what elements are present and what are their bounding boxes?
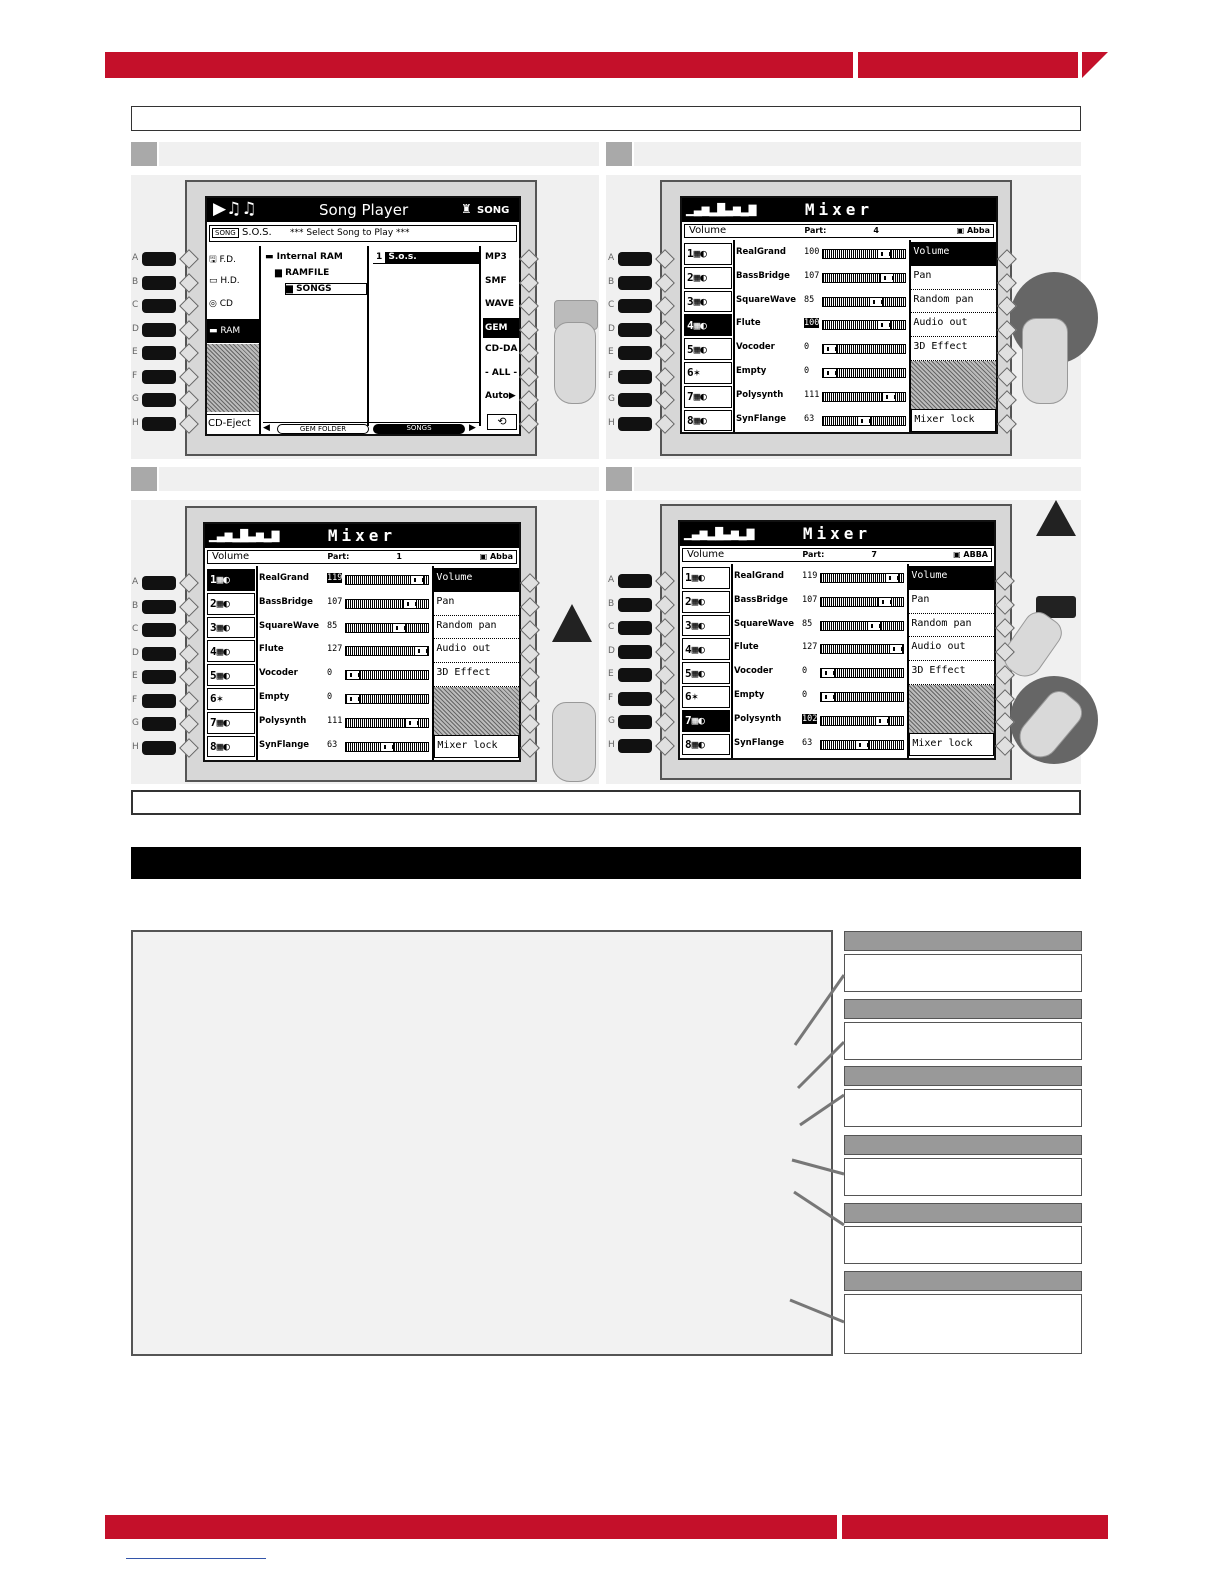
mixer_step4-menu-audio-out[interactable]: Audio out <box>909 637 994 661</box>
song-soft-button-left-8[interactable] <box>142 417 176 431</box>
mixer_step3-channel-value-8: 63 <box>327 739 338 750</box>
hand-press-step4a <box>1004 612 1070 672</box>
mixer_step4-soft-button-letter-2: B <box>608 598 615 609</box>
mixer_step2-channel-number-1[interactable]: 1 ▦◐ <box>684 243 732 265</box>
mixer_step3-instrument-icon-2: ▦◐ <box>216 597 230 611</box>
mixer_step4-channel-name-1: RealGrand <box>734 571 784 581</box>
open-folder-icon: ▆ <box>286 284 293 294</box>
mixer_step2-soft-button-letter-1: A <box>608 253 615 263</box>
mixer_step4-channel-name-5: Vocoder <box>734 666 773 677</box>
loop-icon: ⟲ <box>497 415 507 428</box>
mixer_step4-channel-name-7: Polysynth <box>734 713 782 724</box>
mixer_step4-soft-button-letter-7: G <box>608 716 615 726</box>
tab-right-arrow-icon: ▶ <box>469 423 476 433</box>
mixer_step4-style-icon: ▣ <box>953 550 964 559</box>
mixer_step2-mixer-lock[interactable]: Mixer lock <box>911 409 996 433</box>
tab-songs[interactable]: SONGS <box>373 424 465 434</box>
mixer_step2-menu-3d-effect[interactable]: 3D Effect <box>911 337 996 361</box>
mixer_step4-instrument-icon-2: ▦◐ <box>691 595 705 609</box>
mixer_step3-channel-value-4: 127 <box>327 644 343 655</box>
mixer_step2-channel-name-1: RealGrand <box>736 247 786 257</box>
mixer_step3-channel-name-7: Polysynth <box>259 715 307 726</box>
mixer_step3-instrument-icon-4: ▦◐ <box>216 644 230 658</box>
mixer_step2-channel-name-3: SquareWave <box>736 294 797 305</box>
mixer_step4-soft-button-letter-6: F <box>608 692 614 703</box>
mixer_step3-instrument-icon-5: ▦◐ <box>216 668 230 682</box>
mixer_step2-channel-value-6: 0 <box>804 366 810 376</box>
mixer_step2-channel-name-5: Vocoder <box>736 342 775 353</box>
type-all[interactable]: - ALL - <box>485 368 518 378</box>
mixer_step4-channel-value-4: 127 <box>802 642 818 653</box>
mixer_step4-soft-button-letter-5: E <box>608 669 614 679</box>
up-arrow-icon-step3 <box>552 604 592 642</box>
mixer_step2-channel-value-3: 85 <box>804 294 815 305</box>
hand-press-step1 <box>548 300 598 404</box>
hard-disk-icon: ▭ <box>209 276 218 286</box>
mixer_step3-channel-number-4[interactable]: 4 ▦◐ <box>207 640 255 662</box>
song-soft-button-letter-8: H <box>132 417 139 428</box>
mixer_step3-channel-name-4: Flute <box>259 644 284 655</box>
mixer_step2-soft-button-letter-4: D <box>608 323 615 334</box>
mixer_step2-soft-button-letter-5: E <box>608 347 614 357</box>
mixer_step2-channel-value-2: 107 <box>804 270 820 281</box>
mixer_step3-mixer-lock[interactable]: Mixer lock <box>434 735 519 759</box>
device-ram-label: RAM <box>220 326 241 336</box>
ram-icon: ▬ <box>209 326 218 336</box>
mixer_step2-part-number: 4 <box>873 226 879 235</box>
floppy-icon: 🖫 <box>209 255 217 265</box>
mixer_step3-soft-button-letter-5: E <box>132 671 138 681</box>
mixer_step3-part-number: 1 <box>396 552 402 561</box>
mixer_step2-soft-button-letter-3: C <box>608 300 615 310</box>
connector-line-6 <box>790 1300 844 1322</box>
mixer_step3-menu-pan[interactable]: Pan <box>434 592 519 616</box>
mixer_step2-title: Mixer <box>804 200 874 219</box>
type-wave[interactable]: WAVE <box>485 299 514 309</box>
song-soft-button-left-2[interactable] <box>142 276 176 290</box>
song-mode-label: SONG <box>477 205 510 216</box>
up-arrow-icon-step4 <box>1036 500 1076 536</box>
device-hd-label: H.D. <box>220 276 240 286</box>
footer-bar-left <box>105 1515 837 1539</box>
mixer_step4-channel-name-6: Empty <box>734 690 765 700</box>
mixer_step3-style-icon: ▣ <box>479 552 490 561</box>
mixer_step4-channel-value-6: 0 <box>802 690 808 700</box>
mixer_step2-instrument-icon-2: ▦◐ <box>693 271 707 285</box>
mixer_step3-soft-button-letter-2: B <box>132 600 139 611</box>
mixer_step2-instrument-icon-4: ▦◐ <box>693 318 707 332</box>
mixer_step2-soft-button-letter-7: G <box>608 394 615 404</box>
mixer_step4-menu-pan[interactable]: Pan <box>909 590 994 614</box>
cd-icon: ◎ <box>209 299 217 309</box>
mixer_step4-title: Mixer <box>802 524 872 543</box>
mixer_step2-empty-icon: ✶ <box>693 366 701 380</box>
mixer_step3-instrument-icon-1: ▦◐ <box>216 573 230 587</box>
mixer_step4-menu-3d-effect[interactable]: 3D Effect <box>909 661 994 685</box>
song-mode-icon: ♜ <box>461 202 472 216</box>
connector-line-1 <box>795 975 844 1045</box>
type-gem[interactable]: GEM <box>483 318 521 338</box>
mixer_step4-soft-button-letter-4: D <box>608 645 615 656</box>
mixer_step4-menu-random-pan[interactable]: Random pan <box>909 614 994 638</box>
song-soft-button-letter-4: D <box>132 323 139 334</box>
mixer_step3-channel-number-6[interactable]: 6 ✶ <box>207 688 255 710</box>
mixer_step3-channel-number-8[interactable]: 8 ▦◐ <box>207 736 255 758</box>
mixer_step4-channel-value-2: 107 <box>802 594 818 605</box>
mixer_step3-channel-name-1: RealGrand <box>259 573 309 583</box>
mixer_step3-style-label: Abba <box>489 552 513 561</box>
mixer_step4-instrument-icon-1: ▦◐ <box>691 571 705 585</box>
mixer_step2-channel-number-2[interactable]: 2 ▦◐ <box>684 267 732 289</box>
mixer_step2-soft-button-letter-8: H <box>608 417 615 428</box>
mixer_step2-channel-number-5[interactable]: 5 ▦◐ <box>684 338 732 360</box>
mixer_step4-instrument-icon-5: ▦◐ <box>691 666 705 680</box>
mixer_step4-soft-button-letter-8: H <box>608 739 615 750</box>
song-name: S.O.S. <box>242 227 272 238</box>
mixer_step3-soft-button-letter-7: G <box>132 718 139 728</box>
mixer_step2-instrument-icon-7: ▦◐ <box>693 390 707 404</box>
mixer_step2-channel-number-7[interactable]: 7 ▦◐ <box>684 386 732 408</box>
folder-internal-ram-label: Internal RAM <box>276 252 343 262</box>
mixer_step2-soft-button-letter-6: F <box>608 370 614 381</box>
song-soft-button-letter-7: G <box>132 394 139 404</box>
mixer_step2-channel-value-1: 100 <box>804 247 820 257</box>
mixer_step4-param-name: Volume <box>687 549 725 560</box>
mixer_step3-channel-number-7[interactable]: 7 ▦◐ <box>207 712 255 734</box>
connector-line-5 <box>794 1192 844 1225</box>
mixer_step3-bars-icon: ▁▃▅▂▇▃▅▂▆ <box>209 528 280 543</box>
mixer_step3-instrument-icon-8: ▦◐ <box>216 739 230 753</box>
mixer_step2-instrument-icon-5: ▦◐ <box>693 342 707 356</box>
type-auto-label: Auto <box>485 391 509 401</box>
connector-line-4 <box>792 1160 844 1174</box>
mixer_step2-soft-button-letter-2: B <box>608 276 615 287</box>
mixer_step2-part-label: Part: <box>804 226 827 235</box>
mixer_step3-channel-value-5: 0 <box>327 668 333 679</box>
mixer_step4-channel-number-2[interactable]: 2 ▦◐ <box>682 591 730 613</box>
mixer_step4-menu-volume[interactable]: Volume <box>909 566 994 590</box>
mixer_step3-channel-name-2: BassBridge <box>259 596 313 607</box>
mixer_step2-menu-audio-out[interactable]: Audio out <box>911 313 996 337</box>
hand-press-step3 <box>552 702 598 782</box>
mixer_step2-channel-name-4: Flute <box>736 318 761 329</box>
mixer_step2-channel-value-5: 0 <box>804 342 810 353</box>
mixer_step2-channel-name-8: SynFlange <box>736 413 787 424</box>
mixer_step4-channel-value-1: 119 <box>802 571 818 581</box>
mixer_step4-style-label: ABBA <box>963 550 988 559</box>
connector-line-3 <box>800 1095 844 1125</box>
mixer_step3-channel-number-3[interactable]: 3 ▦◐ <box>207 617 255 639</box>
mixer_step4-instrument-icon-7: ▦◐ <box>691 714 705 728</box>
mixer_step3-channel-number-2[interactable]: 2 ▦◐ <box>207 593 255 615</box>
song-soft-button-letter-6: F <box>132 370 138 381</box>
file-index: 1 <box>373 251 385 263</box>
mixer_step2-style-label: Abba <box>966 226 990 235</box>
type-cdda[interactable]: CD-DA <box>485 344 518 354</box>
play-icon: ▶♫♫ <box>213 199 257 219</box>
mixer_step4-instrument-icon-8: ▦◐ <box>691 737 705 751</box>
song-soft-button-letter-2: B <box>132 276 139 287</box>
mixer_step2-instrument-icon-3: ▦◐ <box>693 294 707 308</box>
ram-folder-icon: ▬ <box>265 252 274 262</box>
mixer_step4-channel-value-8: 63 <box>802 737 813 748</box>
mixer_step3-soft-button-letter-1: A <box>132 577 139 587</box>
mixer_step4-channel-name-4: Flute <box>734 642 759 653</box>
mixer_step2-channel-name-2: BassBridge <box>736 270 790 281</box>
mixer_step2-channel-number-4[interactable]: 4 ▦◐ <box>684 314 732 336</box>
song-player-title: Song Player <box>319 201 409 219</box>
mixer_step3-instrument-icon-3: ▦◐ <box>216 620 230 634</box>
type-smf[interactable]: SMF <box>485 276 507 286</box>
type-mp3[interactable]: MP3 <box>485 252 507 262</box>
device-fd-label: F.D. <box>219 255 236 265</box>
mixer_step2-instrument-icon-8: ▦◐ <box>693 413 707 427</box>
mixer_step4-channel-name-3: SquareWave <box>734 618 795 629</box>
mixer_step4-part-number: 7 <box>871 550 877 559</box>
mixer_step4-instrument-icon-3: ▦◐ <box>691 618 705 632</box>
mixer_step2-instrument-icon-1: ▦◐ <box>693 247 707 261</box>
mixer_step3-channel-value-7: 111 <box>327 715 343 726</box>
folder-icon: ▆ <box>275 268 282 278</box>
song-message: *** Select Song to Play *** <box>290 228 410 238</box>
mixer_step3-channel-value-2: 107 <box>327 596 343 607</box>
mixer_step2-menu-volume[interactable]: Volume <box>911 242 996 266</box>
mixer_step4-mixer-lock[interactable]: Mixer lock <box>909 733 994 757</box>
mixer_step3-param-name: Volume <box>212 551 250 562</box>
mixer_step2-channel-value-7: 111 <box>804 389 820 400</box>
tab-left-arrow-icon: ◀ <box>263 423 270 433</box>
mixer_step2-channel-value-4: 100 <box>804 318 820 329</box>
mixer_step3-channel-value-3: 85 <box>327 620 338 631</box>
song-soft-button-left-4[interactable] <box>142 323 176 337</box>
auto-arrow-icon: ▶ <box>508 391 516 401</box>
mixer_step3-empty-icon: ✶ <box>216 692 224 706</box>
mixer_step3-channel-value-1: 119 <box>327 573 343 583</box>
mixer_step3-channel-number-5[interactable]: 5 ▦◐ <box>207 664 255 686</box>
song-soft-button-letter-5: E <box>132 347 138 357</box>
cd-eject-button[interactable]: CD-Eject <box>207 414 259 434</box>
mixer_step3-channel-number-1[interactable]: 1 ▦◐ <box>207 569 255 591</box>
mixer_step4-channel-value-3: 85 <box>802 618 813 629</box>
mixer_step3-instrument-icon-7: ▦◐ <box>216 716 230 730</box>
mixer_step2-menu-random-pan[interactable]: Random pan <box>911 290 996 314</box>
mixer_step4-channel-number-4[interactable]: 4 ▦◐ <box>682 638 730 660</box>
file-name: S.o.s. <box>388 252 417 262</box>
mixer_step3-title: Mixer <box>327 526 397 545</box>
connector-line-2 <box>798 1042 844 1088</box>
mixer_step3-soft-button-letter-3: C <box>132 624 139 634</box>
mixer_step2-channel-name-7: Polysynth <box>736 389 784 400</box>
mixer_step4-bars-icon: ▁▃▅▂▇▃▅▂▆ <box>684 526 755 541</box>
mixer_step2-channel-number-3[interactable]: 3 ▦◐ <box>684 291 732 313</box>
mixer_step2-style-icon: ▣ <box>956 226 967 235</box>
mixer_step2-channel-number-8[interactable]: 8 ▦◐ <box>684 410 732 432</box>
mixer_step4-empty-icon: ✶ <box>691 690 699 704</box>
song-soft-button-letter-3: C <box>132 300 139 310</box>
mixer_step4-channel-name-8: SynFlange <box>734 737 785 748</box>
mixer_step3-channel-name-6: Empty <box>259 692 290 702</box>
mixer_step2-param-name: Volume <box>689 225 727 236</box>
mixer_step3-channel-name-8: SynFlange <box>259 739 310 750</box>
mixer_step2-channel-number-6[interactable]: 6 ✶ <box>684 362 732 384</box>
song-soft-button-left-1[interactable] <box>142 252 176 266</box>
song-soft-button-letter-1: A <box>132 253 139 263</box>
folder-ramfile-label: RAMFILE <box>285 268 330 278</box>
song-badge: SONG <box>212 228 239 238</box>
song-soft-button-left-3[interactable] <box>142 299 176 313</box>
mixer_step4-channel-number-7[interactable]: 7 ▦◐ <box>682 710 730 732</box>
mixer_step4-channel-number-3[interactable]: 3 ▦◐ <box>682 615 730 637</box>
mixer_step4-channel-name-2: BassBridge <box>734 594 788 605</box>
song-soft-button-left-7[interactable] <box>142 393 176 407</box>
device-cd-label: CD <box>219 299 233 309</box>
mixer_step2-bars-icon: ▁▃▅▂▇▃▅▂▆ <box>686 202 757 217</box>
mixer_step3-part-label: Part: <box>327 552 350 561</box>
mixer_step3-soft-button-letter-4: D <box>132 647 139 658</box>
footer-bar-right <box>842 1515 1108 1539</box>
mixer_step4-channel-value-7: 102 <box>802 713 818 724</box>
mixer_step3-menu-3d-effect[interactable]: 3D Effect <box>434 663 519 687</box>
mixer_step4-channel-number-5[interactable]: 5 ▦◐ <box>682 662 730 684</box>
mixer_step2-channel-value-8: 63 <box>804 413 815 424</box>
mixer_step4-part-label: Part: <box>802 550 825 559</box>
folder-songs-label: SONGS <box>296 284 332 294</box>
mixer_step3-menu-volume[interactable]: Volume <box>434 568 519 592</box>
mixer_step3-channel-value-6: 0 <box>327 692 333 702</box>
mixer_step4-instrument-icon-4: ▦◐ <box>691 642 705 656</box>
hand-press-step4b <box>1018 690 1088 760</box>
mixer_step3-soft-button-letter-8: H <box>132 741 139 752</box>
mixer_step3-menu-audio-out[interactable]: Audio out <box>434 639 519 663</box>
hand-press-step2 <box>1022 318 1070 404</box>
mixer_step3-channel-name-3: SquareWave <box>259 620 320 631</box>
mixer_step3-soft-button-letter-6: F <box>132 694 138 705</box>
mixer_step4-soft-button-letter-1: A <box>608 575 615 585</box>
mixer_step4-channel-value-5: 0 <box>802 666 808 677</box>
song-soft-button-left-6[interactable] <box>142 370 176 384</box>
mixer_step4-soft-button-letter-3: C <box>608 622 615 632</box>
mixer_step4-channel-number-8[interactable]: 8 ▦◐ <box>682 734 730 756</box>
tab-gem-folder[interactable]: GEM FOLDER <box>277 424 369 434</box>
footer-underline <box>126 1558 266 1559</box>
mixer_step3-menu-random-pan[interactable]: Random pan <box>434 616 519 640</box>
mixer_step3-channel-name-5: Vocoder <box>259 668 298 679</box>
song-soft-button-left-5[interactable] <box>142 346 176 360</box>
mixer_step4-channel-number-6[interactable]: 6 ✶ <box>682 686 730 708</box>
mixer_step4-channel-number-1[interactable]: 1 ▦◐ <box>682 567 730 589</box>
mixer_step2-channel-name-6: Empty <box>736 366 767 376</box>
mixer_step2-menu-pan[interactable]: Pan <box>911 266 996 290</box>
